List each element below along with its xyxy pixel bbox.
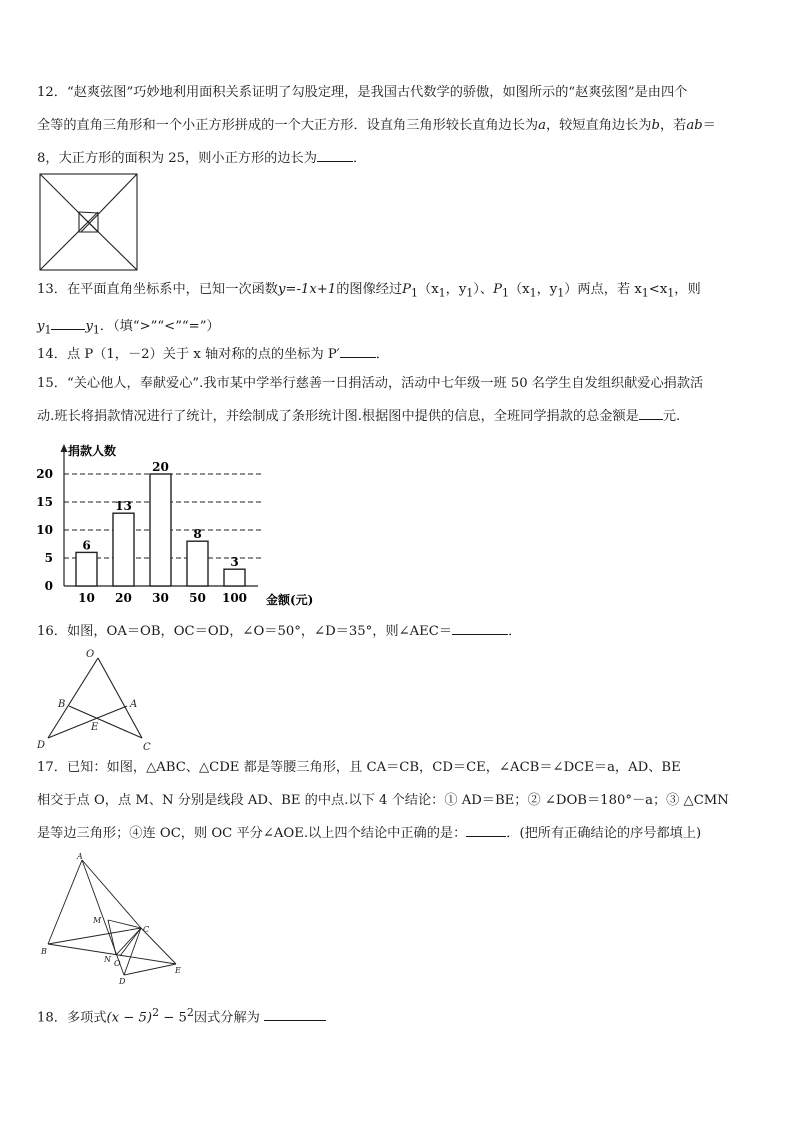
- bar-50: [187, 541, 208, 586]
- q12-l2a: 全等的直角三角形和一个小正方形拼成的一个大正方形．设直角三角形较长直角边长为: [37, 118, 539, 133]
- label-A: A: [77, 852, 83, 861]
- point-p1: P: [402, 282, 412, 297]
- bar-value-label: 3: [230, 555, 239, 570]
- x-tick-label: 30: [152, 591, 169, 605]
- bar-30: [150, 474, 171, 586]
- q13-p2c: （x: [508, 282, 530, 297]
- y-tick-label: 10: [36, 523, 53, 537]
- label-O: O: [114, 959, 121, 968]
- q16-line: [37, 615, 759, 648]
- q15-line1: 15．“关心他人，奉献爱心”.我市某中学举行慈善一日捐活动，活动中七年级一班 50 名学生自发组织献爱心捐款活: [37, 376, 704, 391]
- q18-a: 18．多项式: [37, 1010, 107, 1026]
- line-oc: [120, 928, 141, 956]
- sub: 1: [529, 286, 537, 300]
- answer-blank-13[interactable]: [51, 315, 85, 330]
- q14-end: ．: [375, 347, 389, 362]
- label-E: E: [175, 966, 181, 975]
- y-tick-label: 20: [36, 467, 53, 481]
- line-cd: [124, 928, 141, 975]
- q13-line1: [37, 273, 759, 310]
- label-N: N: [104, 955, 111, 964]
- q12-line1: 12．“赵爽弦图”巧妙地利用面积关系证明了勾股定理，是我国古代数学的骄傲，如图所示的“赵爽弦图”是由四个: [37, 85, 688, 100]
- q12-l2d: ＝: [702, 118, 716, 133]
- q17-line3: [37, 817, 759, 850]
- label-D: D: [37, 740, 46, 751]
- q17-l3a: 是等边三角形；④连 OC，则 OC 平分∠AOE.以上四个结论中正确的是：: [37, 826, 467, 841]
- inner-line-4: [40, 212, 98, 270]
- y-axis-arrow: [61, 444, 68, 452]
- answer-blank-15[interactable]: [639, 405, 663, 420]
- figure-17: [36, 848, 196, 988]
- question-17: [37, 751, 759, 850]
- label-A: A: [130, 699, 138, 710]
- question-13: [37, 273, 759, 346]
- q13-l1a: 13．在平面直角坐标系中，已知一次函数: [37, 282, 278, 297]
- q17-l3end: ．(把所有正确结论的序号都填上): [506, 826, 702, 841]
- var-y1: y: [37, 318, 45, 334]
- bar-value-label: 8: [193, 527, 202, 542]
- q17-line2: 相交于点 O，点 M、N 分别是线段 AD、BE 的中点.以下 4 个结论：① AD＝BE；② ∠DOB＝180°－a；③ △CMN: [37, 793, 729, 808]
- line-ac: [82, 860, 141, 928]
- answer-blank-16[interactable]: [452, 620, 508, 635]
- x-tick-label: 20: [115, 591, 132, 605]
- var-b: b: [651, 118, 660, 133]
- line-ab: [48, 860, 82, 944]
- sup: 2: [152, 1006, 160, 1019]
- sub: 1: [411, 286, 419, 300]
- q13-p2e: ）两点，若 x: [564, 282, 642, 297]
- q12-line2: [37, 109, 759, 142]
- q12-l3end: ．: [352, 151, 367, 166]
- x-tick-label: 100: [221, 591, 248, 605]
- question-16: [37, 615, 759, 648]
- label-C: C: [143, 925, 150, 934]
- answer-blank-14[interactable]: [340, 343, 376, 358]
- q13-p1c: （x: [418, 282, 439, 297]
- label-B: B: [41, 947, 47, 956]
- zhao-shuang-figure: [38, 172, 140, 272]
- question-15: [37, 367, 759, 433]
- q14-text: 14．点 P（1，－2）关于 x 轴对称的点的坐标为 P′: [37, 347, 340, 362]
- line-mc: [108, 920, 141, 928]
- bar-value-label: 6: [82, 538, 91, 553]
- q13-p1d: ，y: [445, 282, 467, 297]
- y-tick-label: 15: [36, 495, 53, 509]
- question-18: [37, 996, 759, 1034]
- sup: 2: [186, 1006, 194, 1019]
- q17-line1: 17．已知：如图，△ABC、△CDE 都是等腰三角形，且 CA＝CB，CD＝CE，∠ACB＝∠DCE＝a，AD、BE: [37, 760, 681, 775]
- line-de: [124, 964, 176, 975]
- bar-10: [76, 552, 97, 586]
- x-tick-label: 10: [78, 591, 95, 605]
- var-y2: y: [85, 318, 93, 334]
- q12-l3a: 8，大正方形的面积为 25，则小正方形的边长为: [37, 151, 317, 166]
- q18-line: [37, 996, 759, 1034]
- var-a: a: [538, 118, 546, 133]
- sub: 1: [557, 286, 565, 300]
- question-12: [37, 76, 759, 175]
- answer-blank-17[interactable]: [466, 822, 506, 837]
- sub: 1: [501, 286, 509, 300]
- q18-expr2: − 5: [159, 1010, 187, 1026]
- label-E: E: [91, 722, 99, 733]
- label-C: C: [143, 742, 151, 753]
- linear-function: y=-1x+1: [277, 282, 337, 297]
- q18-expr1: (x − 5): [106, 1010, 153, 1026]
- bar-value-label: 20: [152, 460, 169, 474]
- q16-text: 16．如图，OA＝OB，OC＝OD，∠O＝50°，∠D＝35°，则∠AEC＝: [37, 624, 453, 639]
- point-p2: P: [493, 282, 502, 297]
- line-be: [48, 944, 176, 964]
- q13-l2end: ．（填“>”“<”“=”）: [99, 318, 220, 334]
- line-da: [48, 706, 127, 738]
- y-tick-label: 0: [44, 579, 53, 593]
- line-cb: [69, 706, 142, 738]
- answer-blank-12[interactable]: [317, 147, 353, 162]
- label-D: D: [119, 977, 126, 986]
- q13-l1c: ，则: [674, 282, 701, 297]
- var-ab: ab: [686, 118, 703, 133]
- donation-bar-chart: [36, 440, 326, 612]
- q12-l2c: ，若: [659, 118, 687, 133]
- q15-l2: 动.班长将捐款情况进行了统计，并绘制成了条形统计图.根据图中提供的信息，全班同学捐款的总金额是: [37, 409, 639, 424]
- y-axis-label: 捐款人数: [68, 444, 117, 458]
- q15-line2: [37, 400, 759, 433]
- line-bc: [48, 928, 141, 944]
- sub: 1: [92, 323, 100, 337]
- sub: 1: [641, 286, 649, 300]
- q15-end: 元.: [662, 409, 681, 424]
- q12-line3: [37, 142, 759, 175]
- bar-value-label: 13: [115, 499, 132, 514]
- q18-b: 因式分解为: [193, 1010, 260, 1026]
- sub: 1: [438, 286, 446, 300]
- sub: 1: [44, 323, 52, 337]
- q16-end: ．: [508, 624, 522, 639]
- q13-l1b: 的图像经过: [336, 282, 403, 297]
- inner-line-3: [78, 212, 137, 270]
- y-tick-label: 5: [44, 551, 53, 565]
- q12-l2b: ，较短直角边长为: [546, 118, 652, 133]
- sub: 1: [466, 286, 474, 300]
- q13-lt: <x: [648, 282, 668, 297]
- figure-16: [34, 646, 160, 754]
- label-O: O: [86, 649, 95, 660]
- bar-100: [224, 569, 245, 586]
- x-tick-label: 50: [189, 591, 206, 605]
- line-ad: [82, 860, 124, 975]
- line-mn: [108, 920, 116, 955]
- label-M: M: [93, 916, 102, 925]
- line-oc: [98, 658, 142, 738]
- q13-p2d: ，y: [536, 282, 558, 297]
- answer-blank-18[interactable]: [264, 1006, 326, 1021]
- label-B: B: [58, 699, 66, 710]
- q13-p1e: ）、: [473, 282, 494, 297]
- x-axis-label: 金额(元): [266, 593, 314, 607]
- bar-20: [113, 513, 134, 586]
- sub: 1: [667, 286, 675, 300]
